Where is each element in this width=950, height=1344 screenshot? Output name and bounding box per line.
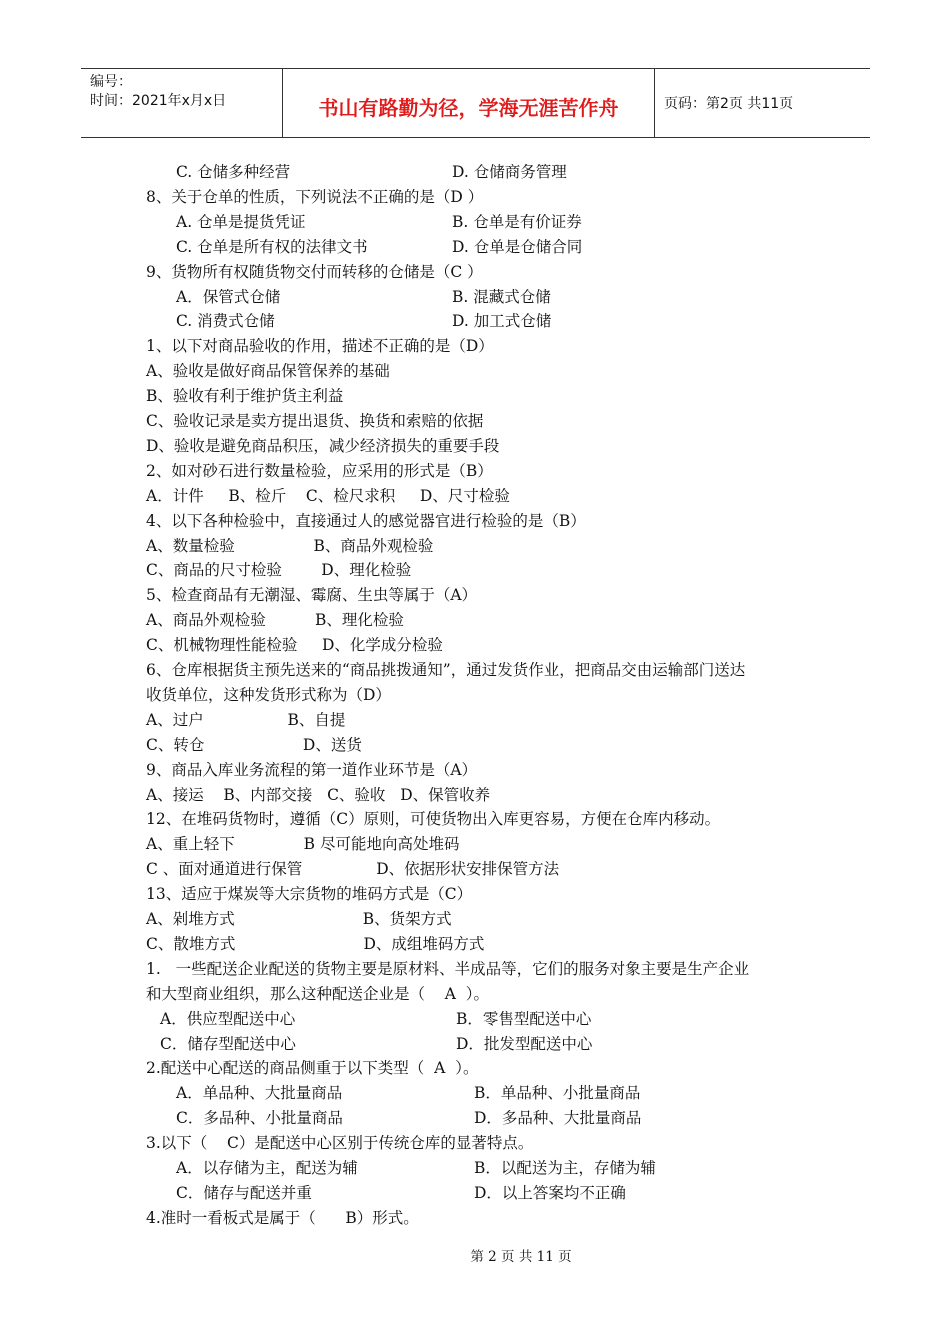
text-line: 1. 一些配送企业配送的货物主要是原材料、半成品等，它们的服务对象主要是生产企业 [146, 959, 750, 978]
page-header [81, 68, 870, 138]
text-line: C．储存型配送中心 [160, 1034, 296, 1053]
header-page-number: 页码：第2页 共11页 [664, 96, 794, 112]
text-line: A、接运 B、内部交接 C、验收 D、保管收养 [146, 785, 491, 804]
text-line: 收货单位，这种发货形式称为（D） [146, 685, 391, 704]
text-line: D、验收是避免商品积压，减少经济损失的重要手段 [146, 436, 500, 455]
text-line: 和大型商业组织，那么这种配送企业是（ A ）。 [146, 984, 490, 1003]
text-line: D. 仓单是仓储合同 [452, 237, 583, 256]
text-line: 13、适应于煤炭等大宗货物的堆码方式是（C） [146, 885, 473, 904]
text-line: A．以存储为主，配送为辅 [176, 1159, 358, 1177]
text-line: D．多品种、大批量商品 [474, 1109, 642, 1128]
text-line: 8、关于仓单的性质，下列说法不正确的是（D ） [146, 187, 484, 206]
text-line: 4.准时一看板式是属于（ B）形式。 [146, 1208, 419, 1227]
text-line: C 、面对通道进行保管 D、依据形状安排保管方法 [146, 860, 560, 879]
text-line: B．以配送为主，存储为辅 [474, 1159, 656, 1177]
text-line: 2.配送中心配送的商品侧重于以下类型（ A ）。 [146, 1059, 479, 1078]
text-line: B. 混藏式仓储 [452, 287, 551, 306]
text-line: A．单品种、大批量商品 [176, 1084, 343, 1103]
text-line: C、验收记录是卖方提出退货、换货和索赔的依据 [146, 412, 484, 430]
text-line: A．供应型配送中心 [160, 1009, 296, 1028]
text-line: 6、仓库根据货主预先送来的“商品挑拨通知”，通过发货作业，把商品交由运输部门送达 [146, 661, 746, 679]
document-number-label: 编号： [90, 74, 132, 90]
header-page-cell [655, 69, 870, 137]
header-motto: 书山有路勤为径，学海无涯苦作舟 [318, 96, 619, 120]
text-line: A、验收是做好商品保管保养的基础 [146, 362, 390, 381]
text-line: 9、货物所有权随货物交付而转移的仓储是（C ） [146, 262, 483, 281]
text-line: A、数量检验 B、商品外观检验 [146, 536, 434, 555]
text-line: 9、商品入库业务流程的第一道作业环节是（A） [146, 760, 478, 779]
header-meta-cell [81, 69, 283, 137]
header-motto-cell [283, 69, 655, 137]
text-line: C、机械物理性能检验 D、化学成分检验 [146, 636, 443, 655]
text-line: A．计件 B、检斤 C、检尺求积 D、尺寸检验 [146, 486, 510, 505]
text-line: D．批发型配送中心 [456, 1034, 593, 1053]
text-line: 5、检查商品有无潮湿、霉腐、生虫等属于（A） [146, 586, 478, 605]
document-date-label: 时间：2021年x月x日 [90, 93, 227, 109]
text-line: 4、以下各种检验中，直接通过人的感觉器官进行检验的是（B） [146, 511, 586, 530]
text-line: D. 加工式仓储 [452, 312, 552, 331]
text-line: C. 消费式仓储 [176, 312, 275, 331]
text-line: C、商品的尺寸检验 D、理化检验 [146, 561, 412, 580]
text-line: A、重上轻下 B 尽可能地向高处堆码 [146, 835, 460, 854]
text-line: C、转仓 D、送货 [146, 735, 362, 754]
page-footer: 第 2 页 共 11 页 [470, 1249, 572, 1265]
text-line: A、剁堆方式 B、货架方式 [146, 910, 452, 928]
text-line: C．多品种、小批量商品 [176, 1109, 343, 1128]
text-line: C．储存与配送并重 [176, 1183, 312, 1202]
text-line: C. 仓单是所有权的法律文书 [176, 237, 368, 256]
text-line: B、验收有利于维护货主利益 [146, 387, 344, 406]
text-line: 1、以下对商品验收的作用，描述不正确的是（D） [146, 337, 494, 356]
text-line: B. 仓单是有价证券 [452, 212, 582, 231]
text-line: D．以上答案均不正确 [474, 1183, 626, 1202]
text-line: A．保管式仓储 [176, 287, 281, 306]
text-line: D. 仓储商务管理 [452, 163, 567, 181]
text-line: B．零售型配送中心 [456, 1009, 592, 1028]
text-line: 12、在堆码货物时，遵循（C）原则，可使货物出入库更容易，方便在仓库内移动。 [146, 810, 721, 829]
text-line: B．单品种、小批量商品 [474, 1084, 641, 1103]
text-line: 2、如对砂石进行数量检验，应采用的形式是（B） [146, 461, 493, 480]
text-line: A、商品外观检验 B、理化检验 [146, 611, 404, 630]
text-line: A. 仓单是提货凭证 [176, 212, 306, 231]
text-line: C. 仓储多种经营 [176, 163, 291, 181]
text-line: 3.以下（ C）是配送中心区别于传统仓库的显著特点。 [146, 1134, 534, 1153]
text-line: C、散堆方式 D、成组堆码方式 [146, 934, 485, 953]
text-line: A、过户 B、自提 [146, 710, 346, 729]
